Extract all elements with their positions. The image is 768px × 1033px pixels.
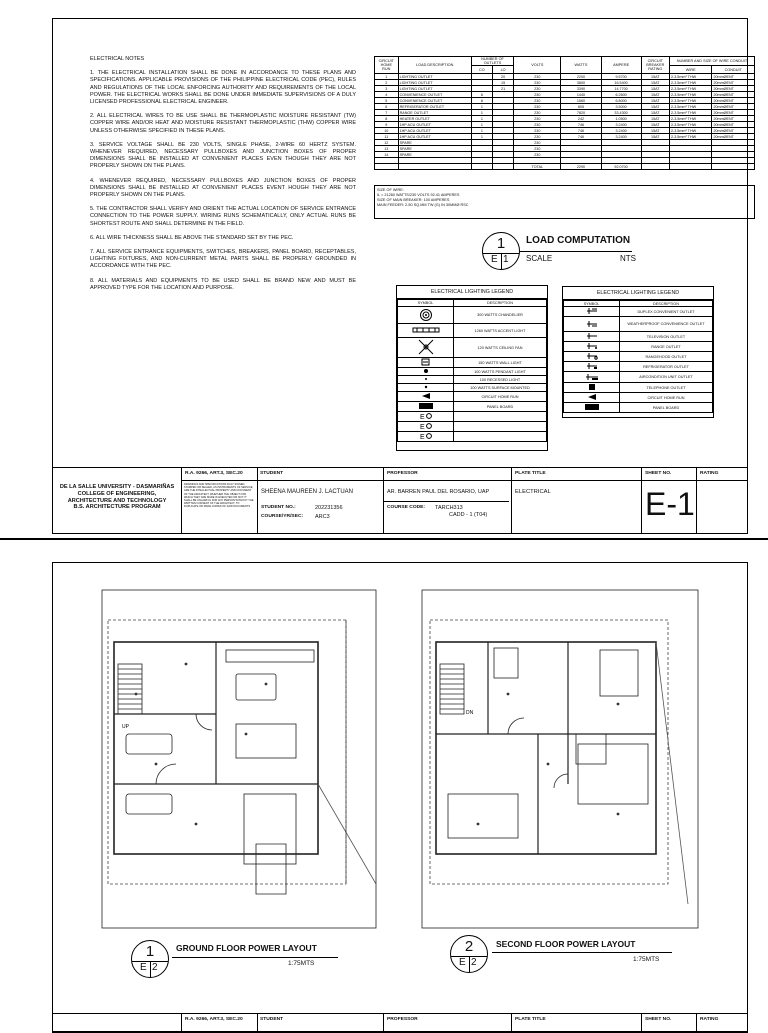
load-computation-title <box>482 232 520 270</box>
legend-col-desc: DESCRIPTION <box>620 301 713 307</box>
table-cell: CONVENIENCE OUTLET <box>398 92 471 98</box>
table-cell: 13 <box>375 146 399 152</box>
note-2: 2. ALL ELECTRICAL WIRES TO BE USE SHALL BE THERMOPLASTIC MOISTURE RESISTANT (TW) COPPER WIRE AND/OR HEAT AND MOISTURE RESISTANT THERMOPLASTIC (THW) COPPER WIRE UNLESS OTHERWISE SPECIFIED IN THESE PLANS. <box>90 113 356 134</box>
student-no: 202231356 <box>315 505 343 511</box>
table-cell: 20mmØENT <box>712 128 755 134</box>
table-cell: 2-3.5mm² THW <box>669 74 711 80</box>
lighting-legend <box>396 285 548 451</box>
table-cell: 746 <box>561 128 601 134</box>
table-cell: RANGE OUTLET <box>398 110 471 116</box>
table-cell: 6 <box>471 92 492 98</box>
table-cell: 230 <box>514 122 561 128</box>
table-cell: 20mmØENT <box>712 122 755 128</box>
legend-desc: DUPLEX CONVENIENT OUTLET <box>620 307 713 317</box>
svg-text:E: E <box>419 414 425 420</box>
legend-desc: 120 WATTS CEILING FAN <box>454 338 547 358</box>
table-cell: 15AT <box>641 86 669 92</box>
table-cell: 230 <box>514 116 561 122</box>
legend-desc: PANEL BOARD <box>454 402 547 412</box>
legend-title: ELECTRICAL LIGHTING LEGEND <box>563 287 713 300</box>
col-outlets: NUMBER OF OUTLETS <box>471 57 513 66</box>
table-cell <box>712 164 755 170</box>
legend-desc: 150 WATTS WALL LIGHT <box>454 358 547 368</box>
col-co: CO <box>471 66 492 74</box>
table-cell <box>641 164 669 170</box>
student-label: STUDENT <box>260 471 284 476</box>
ra-label: R.A. 9266, ART.3, SEC.20 <box>185 471 243 476</box>
footer-line: SIZE OF MAIN BREAKER: 100 AMPERES <box>377 198 450 202</box>
legend-symbol-icon <box>398 376 454 384</box>
table-cell: 21 <box>492 86 513 92</box>
table-cell: 3.5000 <box>601 104 641 110</box>
table-cell: LIGHTING OUTLET <box>398 86 471 92</box>
table-cell: 16.5400 <box>601 80 641 86</box>
ground-floor-plan <box>96 584 382 934</box>
title-rule <box>520 251 632 252</box>
legend-symbol-icon <box>564 332 620 342</box>
col-desc: LOAD DESCRIPTION <box>398 57 471 74</box>
legend-col-symbol: SYMBOL <box>398 300 454 307</box>
table-cell: 230 <box>514 128 561 134</box>
legend-row <box>564 403 713 413</box>
stair-up-label: UP <box>122 724 129 730</box>
legend-row <box>398 432 547 442</box>
stair-dn-label: DN <box>466 710 474 716</box>
table-cell: 10 <box>375 128 399 134</box>
table-cell: 11 <box>375 134 399 140</box>
table-cell: 20mmØENT <box>712 134 755 140</box>
ra-label: R.A. 9266, ART.3, SEC.20 <box>185 1017 243 1022</box>
course: ARC3 <box>315 514 330 520</box>
table-cell: 2-3.5mm² THW <box>669 110 711 116</box>
load-computation-label: LOAD COMPUTATION <box>526 235 631 246</box>
legend-desc: TELEVISION OUTLET <box>620 332 713 342</box>
sheet-no-label: SHEET NO. <box>645 1017 672 1022</box>
col-breaker: CIRCUIT BREAKER RATING <box>641 57 669 74</box>
col-wire: WIRE <box>669 66 711 74</box>
legend-desc: REFRIGERATOR OUTLET <box>620 362 713 372</box>
note-8: 8. ALL MATERIALS AND EQUIPMENTS TO BE USED SHALL BE BRAND NEW AND MUST BE APPROVED TYPE FOR THE LOCATION AND PURPOSE. <box>90 277 356 291</box>
course-code-sub: CADD - 1 (T04) <box>449 512 488 518</box>
notes-heading: ELECTRICAL NOTES <box>90 56 145 62</box>
table-cell: SPARE <box>398 146 471 152</box>
table-cell: 746 <box>561 122 601 128</box>
table-cell <box>669 164 711 170</box>
table-cell: 230 <box>514 134 561 140</box>
school-name: DE LA SALLE UNIVERSITY - DASMARIÑAS COLLEGE OF ENGINEERING, ARCHITECTURE AND TECHNOLOGY B.S. ARCHITECTURE PROGRAM <box>59 484 175 511</box>
ground-plan-title: GROUND FLOOR POWER LAYOUT <box>176 943 317 953</box>
legend-row <box>564 342 713 352</box>
footer-line: IL = 21260 WATTS/230 VOLTS 92.41 AMPERES <box>377 193 460 197</box>
table-cell: REFRIGERATOR OUTLET <box>398 104 471 110</box>
table-cell: 3.2400 <box>601 128 641 134</box>
table-cell: 33.4300 <box>601 110 641 116</box>
legend-symbol-icon <box>398 412 454 422</box>
legend-desc: 100 RECESSED LIGHT <box>454 376 547 384</box>
professor-label: PROFESSOR <box>387 1017 418 1022</box>
student-label: STUDENT <box>260 1017 284 1022</box>
legend-row <box>398 422 547 432</box>
table-cell: 1HP ACU OUTLET <box>398 122 471 128</box>
second-floor-plan <box>418 584 704 934</box>
table-cell: 15AT <box>641 74 669 80</box>
svg-text:E: E <box>419 424 425 430</box>
table-cell: 1HP ACU OUTLET <box>398 134 471 140</box>
second-plan-title-bubble: 2 E 2 <box>450 935 488 973</box>
table-cell: 20mmØENT <box>712 74 755 80</box>
ra-text: DRAWINGS AND SPECIFICATIONS DULY SIGNED, STAMPED OR SEALED, AS INSTRUMENTS OF SERVICE, ARE THE INTELLECTUAL PROPERTY AND DOCUMENT OF THE ARCHITECT, WHETHER THE OBJECT FOR WHICH THEY ARE MADE IS EXECUTED OR NOT. IT SHALL BE UNLAWFUL FOR ANY PERSON WITHOUT THE WRITTEN CONSENT OF THE ARCHITECT, TO DUPLICATE OR MAKE COPIES OF SAID DOCUMENTS. <box>184 483 254 509</box>
table-cell: 2-3.5mm² THW <box>669 98 711 104</box>
legend-symbol-icon <box>564 403 620 413</box>
legend-title: ELECTRICAL LIGHTING LEGEND <box>397 286 547 299</box>
table-cell: 3.2400 <box>601 134 641 140</box>
table-cell: 2-3.5mm² THW <box>669 122 711 128</box>
table-cell: 20mmØENT <box>712 80 755 86</box>
legend-desc: 1260 WATTS ACCENT LIGHT <box>454 324 547 338</box>
note-5: 5. THE CONTRACTOR SHALL VERIFY AND ORIENT THE ACTUAL LOCATION OF SERVICE ENTRANCE CONNECTION TO THE POWER SUPPLY. WIRING RUNS SCHEMATICALLY, ONLY ACTUAL RUNS BE SHORTEST ROUTE AND SHALL DETERMINE IN THE FIELD. <box>90 206 356 227</box>
table-cell: 14.7700 <box>601 86 641 92</box>
course-code: TARCH313 <box>435 505 463 511</box>
legend-col-desc: DESCRIPTION <box>454 300 547 307</box>
col-watts: WATTS <box>561 57 601 74</box>
legend-row <box>564 317 713 332</box>
table-cell: 3800 <box>561 80 601 86</box>
student-no-label: STUDENT NO.: <box>261 505 296 510</box>
electrical-notes <box>90 56 356 299</box>
table-cell: 20mmØENT <box>712 104 755 110</box>
col-volts: VOLTS <box>514 57 561 74</box>
table-cell: 15AT <box>641 110 669 116</box>
legend-desc: 100 WATTS PENDANT LIGHT <box>454 368 547 376</box>
sheet-e2 <box>0 542 768 1024</box>
footer-line: MAIN FEEDER: 2-50 SQ.MM TW (G) IN 30MMØ RSC <box>377 203 469 207</box>
col-lo: LO <box>492 66 513 74</box>
title-block-2 <box>52 1013 748 1033</box>
plate-title-label: PLATE TITLE <box>515 1017 546 1022</box>
legend-symbol-icon <box>564 317 620 332</box>
course-code-label: COURSE CODE: <box>387 505 426 510</box>
table-cell: 15AT <box>641 134 669 140</box>
legend-row <box>398 412 547 422</box>
table-cell: 20mmØENT <box>712 86 755 92</box>
legend-symbol-icon <box>564 307 620 317</box>
legend-symbol-icon <box>398 307 454 324</box>
note-1: 1. THE ELECTRICAL INSTALLATION SHALL BE DONE IN ACCORDANCE TO THESE PLANS AND SPECIFICATIONS. APPLICABLE PROVISIONS OF THE PHILIPPINE ELECTRICAL CODE (PEC), RULES AND REGULATIONS OF THE LOCAL ENFORCING AUTHORITY AND REQUIREMENTS OF THE LOCAL POWER. THE ELECTRICAL WORKS SHALL BE DONE UNDER IMMEDIATE SUPERVISIONS OF A DULY LICENSED PROFESSIONAL ELECTRICAL ENGINEER. <box>90 70 356 106</box>
legend-row <box>398 376 547 384</box>
legend-row <box>398 402 547 412</box>
table-cell: SPARE <box>398 152 471 158</box>
professor-name: AR. BARREN PAUL DEL ROSARIO, UAP <box>387 489 490 495</box>
table-cell: 6 <box>375 104 399 110</box>
ground-plan-scale: 1:75MTS <box>288 960 315 967</box>
svg-text:E: E <box>419 434 425 440</box>
table-cell: 1 <box>471 128 492 134</box>
sheet-no-label: SHEET NO. <box>645 471 672 476</box>
legend-symbol-icon <box>564 342 620 352</box>
table-cell: 15AT <box>641 80 669 86</box>
table-cell: 9 <box>375 122 399 128</box>
table-cell: 8 <box>375 116 399 122</box>
table-cell: 230 <box>514 80 561 86</box>
note-3: 3. SERVICE VOLTAGE SHALL BE 230 VOLTS, SINGLE PHASE, 2-WIRE 60 HERTZ SYSTEM. WHENEVER REQUIRED, NECESSARY PULLBOXES AND JUNCTION BOXES OF PROPER DIMENSIONS SHALL BE INSTALLED AT CONVENIENT PLACES EVEN THOUGH THEY ARE NOT PROPERLY SHOWN ON THE PLANS. <box>90 141 356 170</box>
table-cell: CONVENIENCE OUTLET <box>398 98 471 104</box>
table-cell: 1 <box>471 134 492 140</box>
load-footer <box>374 185 755 219</box>
rating-label: RATING <box>700 1017 719 1022</box>
legend-symbol-icon <box>398 384 454 392</box>
table-cell: 9.5700 <box>601 74 641 80</box>
legend-symbol-icon <box>564 362 620 372</box>
table-cell: 230 <box>514 110 561 116</box>
legend-desc: TELEPHONE OUTLET <box>620 383 713 393</box>
scale-label: SCALE <box>526 254 553 263</box>
load-schedule-table <box>374 56 755 170</box>
scale-value: NTS <box>620 254 636 263</box>
table-cell: 20mmØENT <box>712 92 755 98</box>
table-cell: 1 <box>471 122 492 128</box>
legend-symbol-icon <box>398 392 454 402</box>
legend-desc: 300 WATTS CHANDELIER <box>454 307 547 324</box>
table-row <box>375 164 755 170</box>
legend-symbol-icon <box>398 358 454 368</box>
table-cell: 230 <box>514 152 561 158</box>
ground-plan-title-bubble: 1 E 2 <box>131 940 169 978</box>
legend-symbol-icon <box>564 383 620 393</box>
table-cell: 15AT <box>641 128 669 134</box>
legend-symbol-icon <box>564 372 620 383</box>
legend-row <box>398 384 547 392</box>
legend-row <box>564 332 713 342</box>
table-cell: 15AT <box>641 104 669 110</box>
legend-desc <box>454 412 547 422</box>
legend-row <box>398 307 547 324</box>
table-cell: 2-3.5mm² THW <box>669 80 711 86</box>
note-6: 6. ALL WIRE THICKNESS SHALL BE ABOVE THE STANDARD SET BY THE PEC. <box>90 234 294 241</box>
table-cell: 15 <box>492 80 513 86</box>
table-cell: 230 <box>514 146 561 152</box>
power-legend <box>562 286 714 418</box>
table-cell: 2 <box>375 80 399 86</box>
table-cell: 1 <box>471 110 492 116</box>
legend-symbol-icon <box>398 422 454 432</box>
legend-row <box>564 352 713 362</box>
table-cell: 230 <box>514 74 561 80</box>
sheet-number: E-1 <box>645 486 695 522</box>
table-cell: 230 <box>514 140 561 146</box>
table-cell: 3.2400 <box>601 122 641 128</box>
table-cell: 1HP ACU OUTLET <box>398 128 471 134</box>
second-plan-scale: 1:75MTS <box>633 956 660 963</box>
plate-title-label: PLATE TITLE <box>515 471 546 476</box>
legend-desc: PANEL BOARD <box>620 403 713 413</box>
table-cell: 3390 <box>561 86 601 92</box>
table-cell: 15AT <box>641 116 669 122</box>
legend-desc: CIRCUIT HOME RUN <box>620 393 713 403</box>
legend-row <box>564 383 713 393</box>
table-cell: 5 <box>375 98 399 104</box>
title-block <box>52 467 748 534</box>
legend-desc: AIRCONDITION UNIT OUTLET <box>620 372 713 383</box>
table-cell: 2290 <box>561 164 601 170</box>
table-cell: 7 <box>375 110 399 116</box>
table-cell: 6.2600 <box>601 92 641 98</box>
table-cell: SPARE <box>398 140 471 146</box>
table-cell: 92.0700 <box>601 164 641 170</box>
table-cell: 2-3.5mm² THW <box>669 86 711 92</box>
table-cell <box>492 164 513 170</box>
rating-label: RATING <box>700 471 719 476</box>
table-cell: 2200 <box>561 74 601 80</box>
table-cell: 230 <box>514 86 561 92</box>
table-cell: 1.0500 <box>601 116 641 122</box>
table-cell: 1 <box>471 104 492 110</box>
table-cell: 1440 <box>561 92 601 98</box>
table-cell: LIGHTING OUTLET <box>398 74 471 80</box>
second-plan-title: SECOND FLOOR POWER LAYOUT <box>496 939 636 949</box>
table-cell: 746 <box>561 134 601 140</box>
legend-symbol-icon <box>564 352 620 362</box>
table-cell: 20 <box>492 74 513 80</box>
table-cell: 15AT <box>641 92 669 98</box>
table-cell <box>471 164 492 170</box>
table-cell: 2-3.5mm² THW <box>669 134 711 140</box>
course-label: COURSE/YR/SEC: <box>261 514 304 519</box>
legend-desc: RANGEHOOD OUTLET <box>620 352 713 362</box>
table-cell: 8 <box>471 98 492 104</box>
legend-desc <box>454 422 547 432</box>
legend-desc: 100 WATTS SURFACE MOUNTED <box>454 384 547 392</box>
table-cell: 242 <box>561 116 601 122</box>
table-cell: 6.8000 <box>601 98 641 104</box>
legend-row <box>398 324 547 338</box>
footer-line: SIZE OF WIRE: <box>377 188 404 192</box>
student-name: SHEENA MAUREEN J. LACTUAN <box>261 489 354 495</box>
table-cell: 20mmØENT <box>712 116 755 122</box>
legend-row <box>398 358 547 368</box>
table-cell: 2-3.5mm² THW <box>669 116 711 122</box>
table-cell: 230 <box>514 104 561 110</box>
table-cell: 1560 <box>561 98 601 104</box>
legend-symbol-icon <box>398 402 454 412</box>
legend-row <box>564 362 713 372</box>
note-7: 7. ALL SERVICE ENTRANCE EQUIPMENTS, SWITCHES, BREAKERS, PANEL BOARD, RECEPTABLES, LIGHTING FIXTURES, AND NON-CURRENT METAL PARTS SHALL BE PROPERLY GROUNDED IN ACCORDANCE WITH THE PEC. <box>90 249 356 270</box>
table-cell: 230 <box>514 92 561 98</box>
legend-symbol-icon <box>398 338 454 358</box>
table-cell: 14 <box>375 152 399 158</box>
legend-desc: CIRCUIT HOME RUN <box>454 392 547 402</box>
legend-desc <box>454 432 547 442</box>
legend-row <box>398 368 547 376</box>
table-cell: 20mmØENT <box>712 98 755 104</box>
legend-row <box>564 307 713 317</box>
table-cell <box>375 164 399 170</box>
section-bubble: 1 E 1 <box>482 232 520 270</box>
table-cell: 2-3.5mm² THW <box>669 128 711 134</box>
plate-title: ELECTRICAL <box>515 489 551 495</box>
table-cell: 230 <box>514 98 561 104</box>
table-cell: 2-3.5mm² THW <box>669 104 711 110</box>
table-cell: 20mmØENT <box>712 110 755 116</box>
legend-symbol-icon <box>398 368 454 376</box>
legend-desc: RANGE OUTLET <box>620 342 713 352</box>
note-4: 4. WHENEVER REQUIRED, NECESSARY PULLBOXES AND JUNCTION BOXES OF PROPER DIMENSIONS SHALL BE INSTALLED AT CONVENIENT PLACES EVENT HOUGH THEY ARE NOT PROPERLY SHOWN ON THE PLANS. <box>90 177 356 199</box>
legend-symbol-icon <box>398 324 454 338</box>
table-cell: 2-3.5mm² THW <box>669 92 711 98</box>
col-ampere: AMPERE <box>601 57 641 74</box>
table-cell: 1 <box>471 116 492 122</box>
table-cell: 7820 <box>561 110 601 116</box>
legend-symbol-icon <box>564 393 620 403</box>
table-cell: LIGHTING OUTLET <box>398 80 471 86</box>
table-cell: 1 <box>375 74 399 80</box>
legend-row <box>398 338 547 358</box>
legend-col-symbol: SYMBOL <box>564 301 620 307</box>
legend-symbol-icon <box>398 432 454 442</box>
table-cell: 805 <box>561 104 601 110</box>
legend-desc: WEATHERPROOF CONVENIENCE OUTLET <box>620 317 713 332</box>
table-cell <box>398 164 471 170</box>
table-cell: 3 <box>375 86 399 92</box>
table-cell: TOTAL <box>514 164 561 170</box>
table-cell: 12 <box>375 140 399 146</box>
table-cell: HEATER OUTLET <box>398 116 471 122</box>
legend-row <box>564 372 713 383</box>
col-wire-group: NUMBER AND SIZE OF WIRE CONDUIT <box>669 57 754 66</box>
professor-label: PROFESSOR <box>387 471 418 476</box>
table-cell: 15AT <box>641 122 669 128</box>
col-circuit: CIRCUIT HOME RUN <box>375 57 399 74</box>
legend-row <box>398 392 547 402</box>
col-conduit: CONDUIT <box>712 66 755 74</box>
legend-row <box>564 393 713 403</box>
table-cell: 4 <box>375 92 399 98</box>
table-cell: 15AT <box>641 98 669 104</box>
